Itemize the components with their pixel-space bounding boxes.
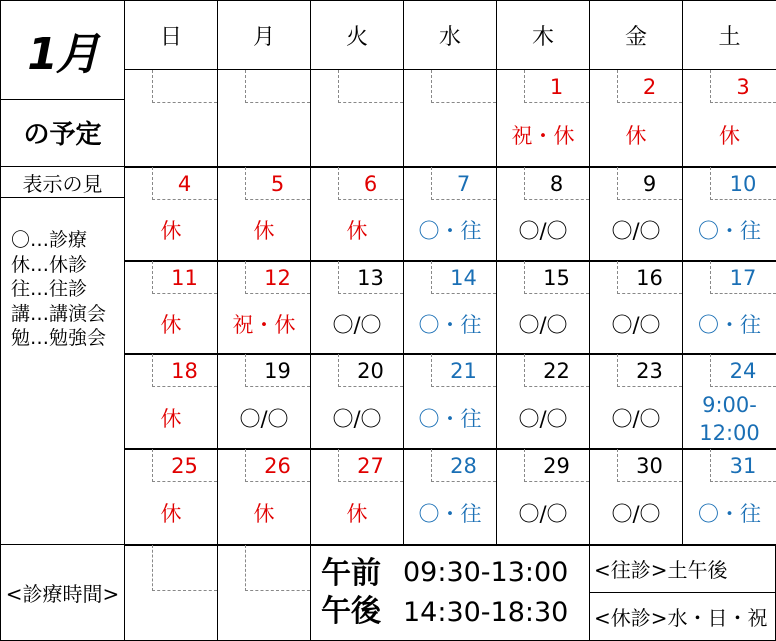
day-number: 28 (450, 453, 477, 478)
month-title: 1月 (27, 29, 98, 80)
title-suffix-cell (0, 99, 125, 167)
closed-days-note: <休診>水・日・祝 (594, 606, 768, 630)
day-status: 9:00- 12:00 (699, 392, 760, 445)
weekday-header (310, 0, 404, 70)
hours-times-cell (310, 544, 590, 641)
legend-item: 勉…勉強会 (11, 327, 107, 349)
legend-cell (0, 197, 125, 545)
day-status: 休 (719, 123, 740, 148)
hours-label-cell (0, 544, 125, 641)
day-number: 13 (357, 265, 384, 290)
day-status: 休 (346, 502, 368, 526)
am-label: 午前 (321, 555, 381, 591)
weekday-header (496, 0, 590, 70)
day-number: 23 (636, 358, 663, 383)
legend-list (11, 228, 106, 351)
weekday-label: 火 (345, 24, 368, 50)
day-number: 1 (549, 74, 564, 99)
day-number: 16 (636, 265, 663, 290)
day-number (338, 70, 403, 103)
day-number: 18 (171, 358, 198, 383)
day-number (152, 70, 217, 103)
day-status: 〇/〇 (332, 406, 382, 431)
day-status: 〇・往 (418, 406, 482, 431)
legend-item: 往…往診 (11, 278, 88, 300)
hours-blank-sub (245, 545, 310, 591)
am-time: 09:30-13:00 (403, 556, 569, 588)
weekday-header (217, 0, 311, 70)
weekday-header (403, 0, 497, 70)
day-number: 3 (736, 74, 750, 99)
day-number: 2 (642, 74, 657, 99)
weekday-header (682, 0, 776, 70)
schedule-title: の予定 (23, 120, 102, 150)
day-status (310, 103, 404, 168)
legend-heading-cell (0, 166, 125, 198)
day-status: 〇/〇 (518, 312, 568, 337)
day-status (403, 103, 497, 168)
day-number: 19 (264, 358, 291, 383)
day-number: 5 (270, 171, 285, 196)
day-status (217, 103, 311, 168)
pm-time: 14:30-18:30 (403, 596, 569, 628)
day-status: 〇・往 (698, 502, 761, 526)
period-times (403, 553, 568, 633)
day-status: 〇/〇 (239, 406, 289, 431)
weekday-label: 土 (718, 24, 741, 50)
day-number: 30 (636, 453, 663, 478)
weekday-header (589, 0, 683, 70)
weekday-header (124, 0, 218, 70)
day-number: 20 (357, 358, 384, 383)
day-number: 22 (543, 358, 570, 383)
hours-blank-sub (152, 545, 217, 591)
day-number (245, 70, 310, 103)
day-status: 〇・往 (418, 219, 482, 243)
legend-item: 〇…診療 (11, 229, 88, 251)
day-number: 8 (549, 171, 564, 196)
day-number: 9 (642, 171, 657, 196)
weekday-label: 月 (252, 24, 275, 50)
day-number: 17 (729, 265, 757, 290)
day-status: 祝・休 (511, 123, 575, 148)
weekday-label: 水 (438, 24, 461, 50)
day-status: 〇/〇 (518, 219, 568, 243)
day-status: 休 (160, 406, 182, 431)
day-number: 24 (729, 358, 757, 383)
day-number: 6 (363, 171, 378, 196)
day-number: 14 (450, 265, 477, 290)
day-number: 26 (264, 453, 291, 478)
closed-days-cell (589, 592, 776, 641)
legend-item: 講…講演会 (11, 302, 107, 325)
pm-label: 午後 (321, 593, 381, 629)
day-status: 〇/〇 (611, 312, 661, 337)
day-status: 休 (253, 502, 275, 526)
day-number: 12 (264, 265, 291, 290)
day-status: 休 (346, 219, 368, 243)
period-labels (321, 555, 381, 631)
day-status: 〇/〇 (611, 406, 661, 431)
day-number: 21 (450, 358, 477, 383)
house-call-cell (589, 544, 776, 593)
day-number: 7 (456, 171, 471, 196)
day-number: 27 (357, 453, 384, 478)
day-number: 11 (171, 265, 198, 290)
weekday-label: 金 (624, 24, 647, 50)
day-status: 〇・往 (418, 502, 482, 526)
day-status: 〇・往 (698, 219, 761, 243)
weekday-label: 日 (159, 24, 182, 50)
weekday-label: 木 (531, 24, 554, 50)
day-status: 〇/〇 (518, 502, 568, 526)
day-status: 休 (160, 502, 182, 526)
day-number: 29 (543, 453, 570, 478)
day-status: 〇/〇 (518, 406, 568, 431)
day-status: 〇/〇 (611, 502, 661, 526)
day-status: 休 (625, 123, 647, 148)
day-status: 〇・往 (418, 312, 482, 337)
legend-heading: 表示の見 (22, 171, 103, 196)
day-status (124, 103, 218, 168)
day-status: 祝・休 (232, 312, 296, 337)
day-status: 〇/〇 (611, 219, 661, 243)
legend-item: 休…休診 (11, 253, 88, 276)
day-status: 休 (160, 219, 182, 243)
day-number (431, 70, 496, 103)
house-call-note: <往診>土午後 (594, 558, 728, 582)
hours-label: <診療時間> (5, 582, 120, 606)
day-status: 〇/〇 (332, 312, 382, 337)
day-number: 10 (729, 171, 757, 196)
day-status: 休 (253, 219, 275, 243)
day-number: 31 (729, 453, 757, 478)
day-number: 4 (177, 171, 192, 196)
day-number: 15 (543, 265, 570, 290)
day-status: 〇・往 (698, 312, 761, 337)
title-month-cell (0, 0, 125, 100)
day-number: 25 (171, 453, 198, 478)
day-status: 休 (160, 312, 182, 337)
